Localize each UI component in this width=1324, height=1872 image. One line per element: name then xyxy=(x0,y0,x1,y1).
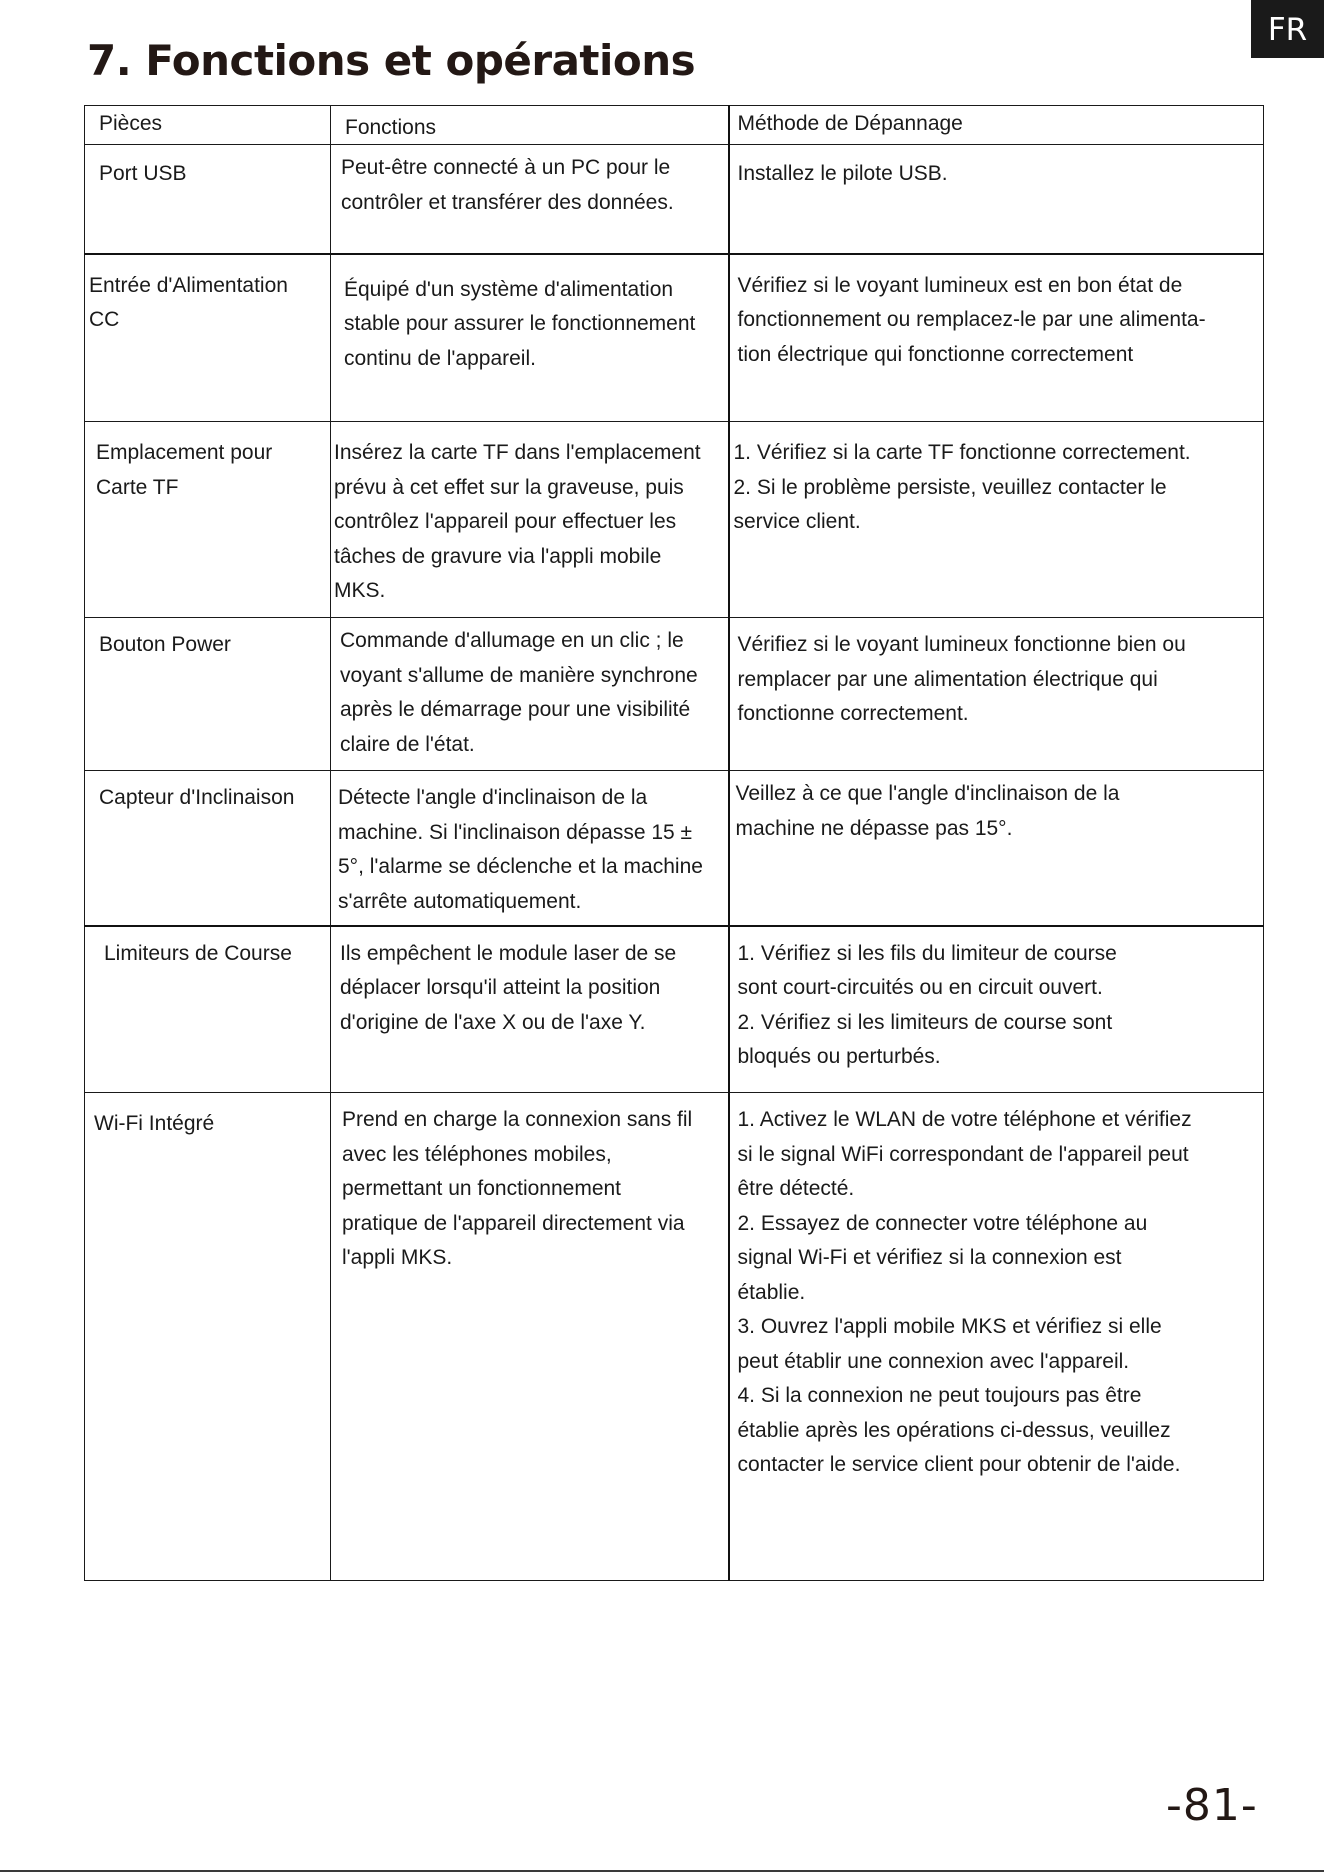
cell-depannage: Veillez à ce que l'angle d'inclinaison de la machine ne dépasse pas 15°. xyxy=(729,771,1264,926)
cell-piece: Capteur d'Inclinaison xyxy=(85,771,331,926)
table-row xyxy=(85,145,1264,254)
cell-piece: Emplacement pour Carte TF xyxy=(85,422,331,618)
cell-piece: Entrée d'Alimentation CC xyxy=(85,254,331,422)
language-badge: FR xyxy=(1251,0,1324,58)
table-row xyxy=(85,771,1264,926)
functions-operations-table xyxy=(84,105,1264,1581)
header-methode-depannage: Méthode de Dépannage xyxy=(729,106,1264,145)
cell-piece: Wi-Fi Intégré xyxy=(85,1093,331,1581)
cell-fonction: Détecte l'angle d'inclinaison de la machine. Si l'inclinaison dépasse 15 ± 5°, l'alarme se déclenche et la machine s'arrête automatiquement. xyxy=(331,771,729,926)
page-title: 7. Fonctions et opérations xyxy=(87,36,696,85)
cell-fonction: Équipé d'un système d'alimentation stable pour assurer le fonctionnement continu de l'appareil. xyxy=(331,254,729,422)
cell-piece: Bouton Power xyxy=(85,618,331,771)
table-row xyxy=(85,254,1264,422)
cell-fonction: Prend en charge la connexion sans fil avec les téléphones mobiles, permettant un fonctionnement pratique de l'appareil directement via l'appli MKS. xyxy=(331,1093,729,1581)
cell-depannage: 1. Vérifiez si les fils du limiteur de course sont court-circuités ou en circuit ouvert. 2. Vérifiez si les limiteurs de course sont bloqués ou perturbés. xyxy=(729,926,1264,1093)
table-row xyxy=(85,926,1264,1093)
cell-depannage: 1. Vérifiez si la carte TF fonctionne correctement. 2. Si le problème persiste, veuillez contacter le service client. xyxy=(729,422,1264,618)
cell-fonction: Insérez la carte TF dans l'emplacement prévu à cet effet sur la graveuse, puis contrôlez l'appareil pour effectuer les tâches de gravure via l'appli mobile MKS. xyxy=(331,422,729,618)
cell-piece: Limiteurs de Course xyxy=(85,926,331,1093)
header-pieces: Pièces xyxy=(85,106,331,145)
table-row xyxy=(85,422,1264,618)
table-row xyxy=(85,618,1264,771)
cell-fonction: Ils empêchent le module laser de se déplacer lorsqu'il atteint la position d'origine de l'axe X ou de l'axe Y. xyxy=(331,926,729,1093)
table-row xyxy=(85,1093,1264,1581)
cell-fonction: Commande d'allumage en un clic ; le voyant s'allume de manière synchrone après le démarrage pour une visibilité claire de l'état. xyxy=(331,618,729,771)
cell-depannage: Vérifiez si le voyant lumineux est en bon état de fonctionnement ou remplacez-le par une alimenta- tion électrique qui fonctionne correctement xyxy=(729,254,1264,422)
cell-depannage: 1. Activez le WLAN de votre téléphone et vérifiez si le signal WiFi correspondant de l'appareil peut être détecté. 2. Essayez de connecter votre téléphone au signal Wi-Fi et vérifiez si la connexion est établie. 3. Ouvrez l'appli mobile MKS et vérifiez si elle peut établir une connexion avec l'appareil. 4. Si la connexion ne peut toujours pas être établie après les opérations ci-dessus, veuillez contacter le service client pour obtenir de l'aide. xyxy=(729,1093,1264,1581)
cell-depannage: Installez le pilote USB. xyxy=(729,145,1264,254)
cell-fonction: Peut-être connecté à un PC pour le contrôler et transférer des données. xyxy=(331,145,729,254)
cell-piece: Port USB xyxy=(85,145,331,254)
page-number: -81- xyxy=(1166,1780,1258,1831)
table-header-row xyxy=(85,106,1264,145)
header-fonctions: Fonctions xyxy=(331,106,729,145)
cell-depannage: Vérifiez si le voyant lumineux fonctionne bien ou remplacer par une alimentation électrique qui fonctionne correctement. xyxy=(729,618,1264,771)
